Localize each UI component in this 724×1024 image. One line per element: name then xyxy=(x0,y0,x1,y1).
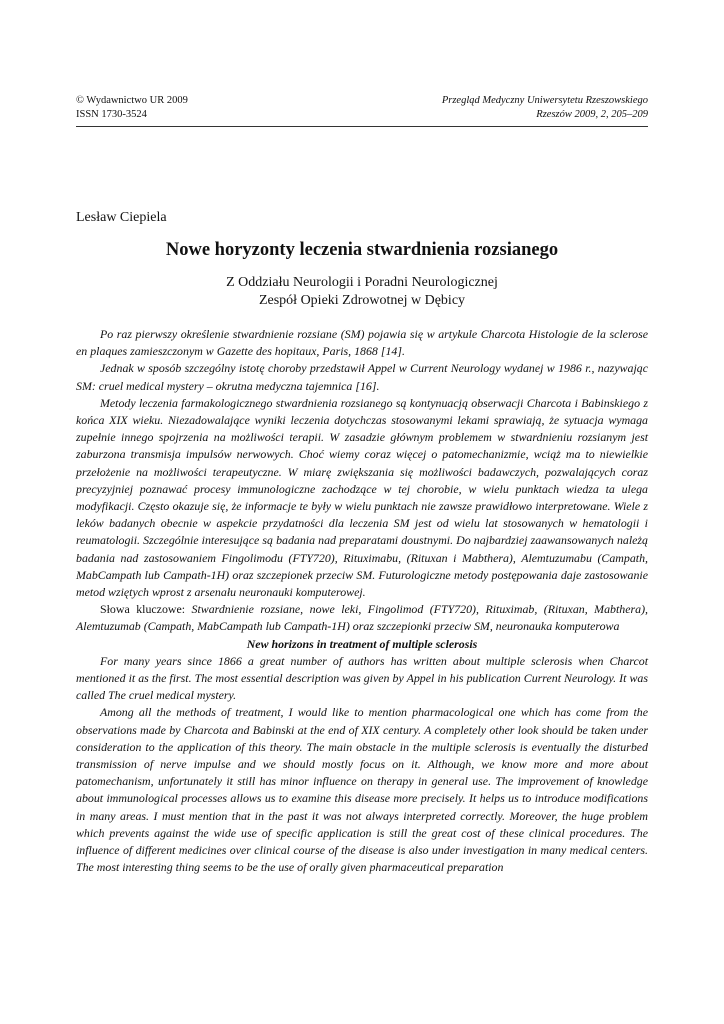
article-page xyxy=(76,94,648,875)
publisher-info xyxy=(76,94,188,122)
journal-name: Przegląd Medyczny Uniwersytetu Rzeszowskiego xyxy=(441,95,648,106)
article-title: Nowe horyzonty leczenia stwardnienia rozsianego xyxy=(165,240,559,260)
header-rule xyxy=(76,126,648,127)
abstract-pl-paragraph-2: Jednak w sposób szczególny istotę choroby przedstawił Appel w Current Neurology wydanej w 1986 r., nazywając SM: cruel medical mystery – okrutna medyczna tajemnica [16]. xyxy=(76,361,648,393)
abstract-body xyxy=(76,326,648,877)
keywords-label: Słowa kluczowe: xyxy=(100,602,186,617)
author-name: Lesław Ciepiela xyxy=(76,210,167,225)
affiliation-line-2: Zespół Opieki Zdrowotnej w Dębicy xyxy=(258,293,466,308)
affiliation xyxy=(76,274,648,310)
keywords-text: Stwardnienie rozsiane, nowe leki, Fingolimod (FTY720), Rituximab, (Rituxan, Mabthera), Alemtuzumab (Campath, MabCampath lub Campath-1H) oraz szczepionki przeciw SM, neuronauka komputerowa xyxy=(76,602,648,634)
english-title: New horizons in treatment of multiple sclerosis xyxy=(246,636,478,651)
issn-line: ISSN 1730-3524 xyxy=(76,109,147,120)
abstract-pl-paragraph-1: Po raz pierwszy określenie stwardnienie rozsiane (SM) pojawia się w artykule Charcota Histologie de la sclerose en plaques zamieszczonym w Gazette des hopitaux, Paris, 1868 [14]. xyxy=(76,327,648,359)
copyright-line: © Wydawnictwo UR 2009 xyxy=(76,95,188,106)
journal-issue: Rzeszów 2009, 2, 205–209 xyxy=(536,109,648,120)
journal-header xyxy=(76,94,648,124)
keywords-paragraph xyxy=(76,601,648,635)
abstract-en-paragraph-1: For many years since 1866 a great number of authors has written about multiple sclerosis when Charcot mentioned it as the first. The most essential description was given by Appel in his publication Current Neurology. It was called The cruel medical mystery. xyxy=(76,653,648,703)
abstract-en-paragraph-2: Among all the methods of treatment, I would like to mention pharmacological one which has come from the observations made by Charcota and Babinski at the end of XIX century. A completely other look should be taken under consideration to the application of this theory. The main obstacle in the multiple sclerosis is eventually the disturbed transmission of nerve impulse and we should mostly focus on it. Although, we know more and more about patomechanism, unfortunately it still has minor influence on therapy in general use. The improvement of knowledge about immunological processes allows us to examine this disease more precisely. It helps us to introduce modifications in many areas. I must mention that in the past it was not always interpreted correctly. Moreover, the huge problem which prevents against the wide use of specific application is still the great cost of these clinical procedures. The influence of different medicines over clinical course of the disease is also under investigation in many medical centers. The most interesting thing seems to be the use of orally given pharmaceutical preparation xyxy=(76,705,648,875)
affiliation-line-1: Z Oddziału Neurologii i Poradni Neurologicznej xyxy=(226,275,498,290)
abstract-pl-paragraph-3: Metody leczenia farmakologicznego stwardnienia rozsianego są kontynuacją obserwacji Charcota i Babinskiego z końca XIX wieku. Niezadowalające wyniki leczenia dotychczas stosowanymi lekami sprawiają, że sytuacja wymaga zupełnie innego spojrzenia na możliwości terapii. W zasadzie głównym problemem w stwardnieniu rozsianym jest zaburzona transmisja impulsów nerwowych. Choć wiemy coraz więcej o patomechanizmie, wciąż ma to niewielkie przełożenie na możliwości terapeutyczne. W miarę zwiększania się możliwości badawczych, pozwalających coraz precyzyjniej poznawać procesy immunologiczne zachodzące w tej chorobie, w wielu punktach wiedza ta ulega modyfikacji. Często okazuje się, że informacje te były w wielu punktach nie zawsze prawidłowo interpretowane. Wiele z leków badanych obecnie w aspekcie przydatności dla leczenia SM jest od wielu lat stosowanych w hematologii i reumatologii. Szczególnie interesujące są badania nad preparatami doustnymi. Do najbardziej zaawansowanych należą badania nad zastosowaniem Fingolimodu (FTY720), Rituximabu, (Rituxan i Mabthera), Alemtuzumabu (Campath, MabCampath lub Campath-1H) oraz szczepionek przeciw SM. Futurologiczne metody postępowania daje zastosowanie metod wziętych wprost z arsenału neuronauki komputerowej. xyxy=(76,395,648,600)
journal-info xyxy=(442,94,648,122)
